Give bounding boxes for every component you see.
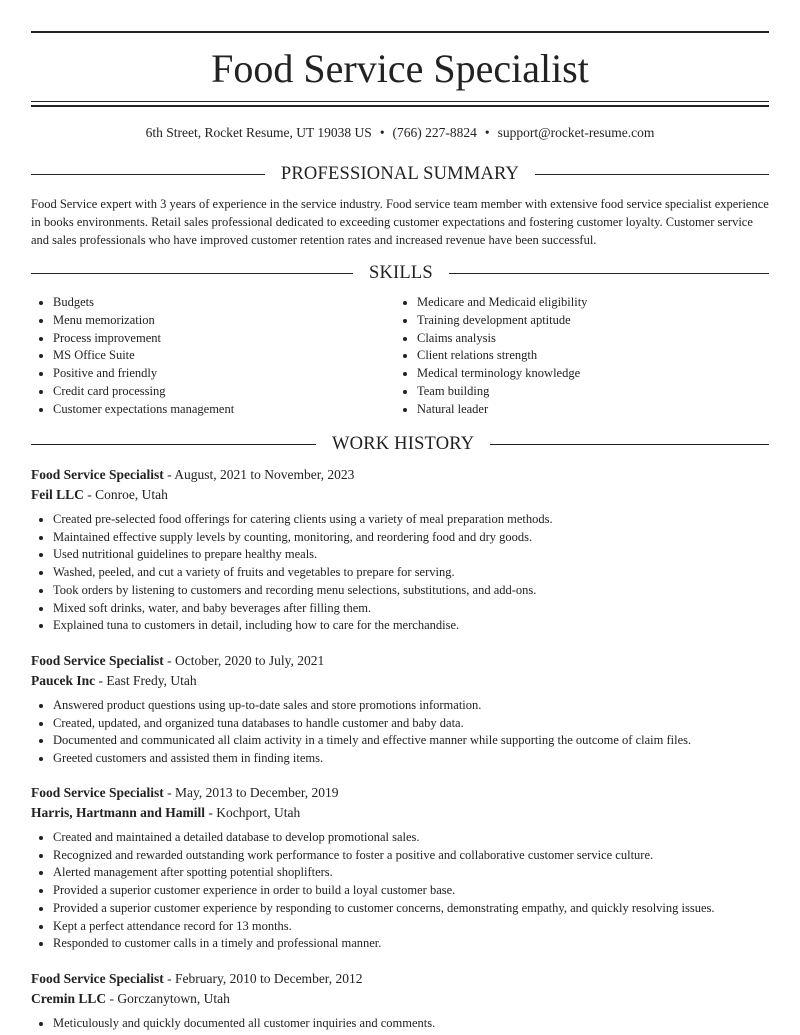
skill-item: • Positive and friendly xyxy=(53,365,395,383)
job-title-line xyxy=(31,969,769,989)
divider xyxy=(449,273,769,274)
job-bullet: • Used nutritional guidelines to prepare healthy meals. xyxy=(53,546,769,564)
job-title: Food Service Specialist xyxy=(31,467,164,482)
job-title: Food Service Specialist xyxy=(31,785,164,800)
section-header-work xyxy=(31,432,769,456)
skill-item: • Medicare and Medicaid eligibility xyxy=(417,294,759,312)
job-bullet: • Created, updated, and organized tuna databases to handle customer and baby data. xyxy=(53,715,769,733)
job-bullet: • Meticulously and quickly documented all customer inquiries and comments. xyxy=(53,1015,769,1033)
resume-name: Food Service Specialist xyxy=(211,46,589,91)
job-company-line xyxy=(31,671,769,691)
skill-item: • Training development aptitude xyxy=(417,312,759,330)
section-header-skills xyxy=(31,261,769,285)
job-bullet: • Answered product questions using up-to-date sales and store promotions information. xyxy=(53,697,769,715)
divider xyxy=(31,273,353,274)
top-rule xyxy=(31,31,769,33)
bullet-separator: • xyxy=(379,125,385,140)
job-bullet: • Washed, peeled, and cut a variety of fruits and vegetables to prepare for serving. xyxy=(53,564,769,582)
job-bullet: • Mixed soft drinks, water, and baby beverages after filling them. xyxy=(53,600,769,618)
skill-item: • Credit card processing xyxy=(53,383,395,401)
divider xyxy=(31,174,265,175)
skill-item: • Claims analysis xyxy=(417,330,759,348)
divider xyxy=(31,444,316,445)
job-dates: - May, 2013 to December, 2019 xyxy=(163,785,339,800)
job-location: - East Fredy, Utah xyxy=(95,673,197,688)
skills-column-left xyxy=(31,294,395,419)
job-location: - Conroe, Utah xyxy=(83,487,168,502)
job-bullets xyxy=(31,1015,769,1033)
job-dates: - February, 2010 to December, 2012 xyxy=(163,971,363,986)
job-bullet: • Recognized and rewarded outstanding work performance to foster a positive and collaborative customer service culture. xyxy=(53,847,769,865)
job-company: Feil LLC xyxy=(31,487,84,502)
skill-item: • Natural leader xyxy=(417,401,759,419)
header-rule-thick xyxy=(31,105,769,107)
section-header-summary xyxy=(31,162,769,186)
job-bullets xyxy=(31,511,769,635)
job-location: - Gorczanytown, Utah xyxy=(106,991,230,1006)
skill-item: • Team building xyxy=(417,383,759,401)
job-dates: - August, 2021 to November, 2023 xyxy=(163,467,355,482)
job-company: Paucek Inc xyxy=(31,673,96,688)
job-bullet: • Took orders by listening to customers and recording menu selections, substitutions, and add-ons. xyxy=(53,582,769,600)
job-bullet: • Provided a superior customer experience in order to build a loyal customer base. xyxy=(53,882,769,900)
skill-item: • Process improvement xyxy=(53,330,395,348)
job-bullet: • Documented and communicated all claim activity in a timely and effective manner while supporting the outcome of claim files. xyxy=(53,732,769,750)
skill-item: • Client relations strength xyxy=(417,347,759,365)
job-bullet: • Created and maintained a detailed database to develop promotional sales. xyxy=(53,829,769,847)
job-bullet: • Greeted customers and assisted them in finding items. xyxy=(53,750,769,768)
job-bullet: • Created pre-selected food offerings for catering clients using a variety of meal preparation methods. xyxy=(53,511,769,529)
contact-email: support@rocket-resume.com xyxy=(497,125,655,140)
job-title: Food Service Specialist xyxy=(31,971,164,986)
job-entry xyxy=(31,465,769,635)
job-entry xyxy=(31,783,769,953)
job-title-line xyxy=(31,783,769,803)
skill-item: • Medical terminology knowledge xyxy=(417,365,759,383)
job-company: Harris, Hartmann and Hamill xyxy=(31,805,206,820)
skill-item: • Customer expectations management xyxy=(53,401,395,419)
job-title: Food Service Specialist xyxy=(31,653,164,668)
job-bullet: • Provided a superior customer experience by responding to customer concerns, demonstrating empathy, and quickly resolving issues. xyxy=(53,900,769,918)
job-location: - Kochport, Utah xyxy=(205,805,301,820)
divider xyxy=(490,444,769,445)
job-company-line xyxy=(31,989,769,1009)
job-bullet: • Explained tuna to customers in detail, including how to care for the merchandise. xyxy=(53,617,769,635)
summary-text: Food Service expert with 3 years of experience in the service industry. Food service team member with extensive food service specialist experience in books environments. Retail sales professional dedicated to exceeding customer expectations and fostering customer loyalty. Customer service and sales professionals who have improved customer retention rates and increased revenue have been successful. xyxy=(31,197,769,247)
job-bullet: • Kept a perfect attendance record for 13 months. xyxy=(53,918,769,936)
job-bullet: • Responded to customer calls in a timely and professional manner. xyxy=(53,935,769,953)
job-title-line xyxy=(31,651,769,671)
skill-item: • MS Office Suite xyxy=(53,347,395,365)
section-title: PROFESSIONAL SUMMARY xyxy=(280,164,520,184)
job-bullet: • Alerted management after spotting potential shoplifters. xyxy=(53,864,769,882)
job-bullets xyxy=(31,829,769,953)
job-company: Cremin LLC xyxy=(31,991,107,1006)
contact-line xyxy=(31,123,769,143)
job-company-line xyxy=(31,803,769,823)
job-entry xyxy=(31,651,769,768)
job-bullets xyxy=(31,697,769,768)
skill-item: • Menu memorization xyxy=(53,312,395,330)
skill-item: • Budgets xyxy=(53,294,395,312)
section-title: SKILLS xyxy=(369,263,433,283)
job-company-line xyxy=(31,485,769,505)
skills-column-right xyxy=(395,294,759,419)
divider xyxy=(535,174,769,175)
job-bullet: • Maintained effective supply levels by counting, monitoring, and reordering food and dry goods. xyxy=(53,529,769,547)
job-title-line xyxy=(31,465,769,485)
header-rule-thin xyxy=(31,101,769,102)
section-title: WORK HISTORY xyxy=(332,434,475,454)
job-entry xyxy=(31,969,769,1033)
job-dates: - October, 2020 to July, 2021 xyxy=(163,653,325,668)
bullet-separator: • xyxy=(484,125,490,140)
contact-address: 6th Street, Rocket Resume, UT 19038 US xyxy=(145,125,372,140)
contact-phone: (766) 227-8824 xyxy=(392,125,477,140)
skills-list xyxy=(31,294,769,419)
